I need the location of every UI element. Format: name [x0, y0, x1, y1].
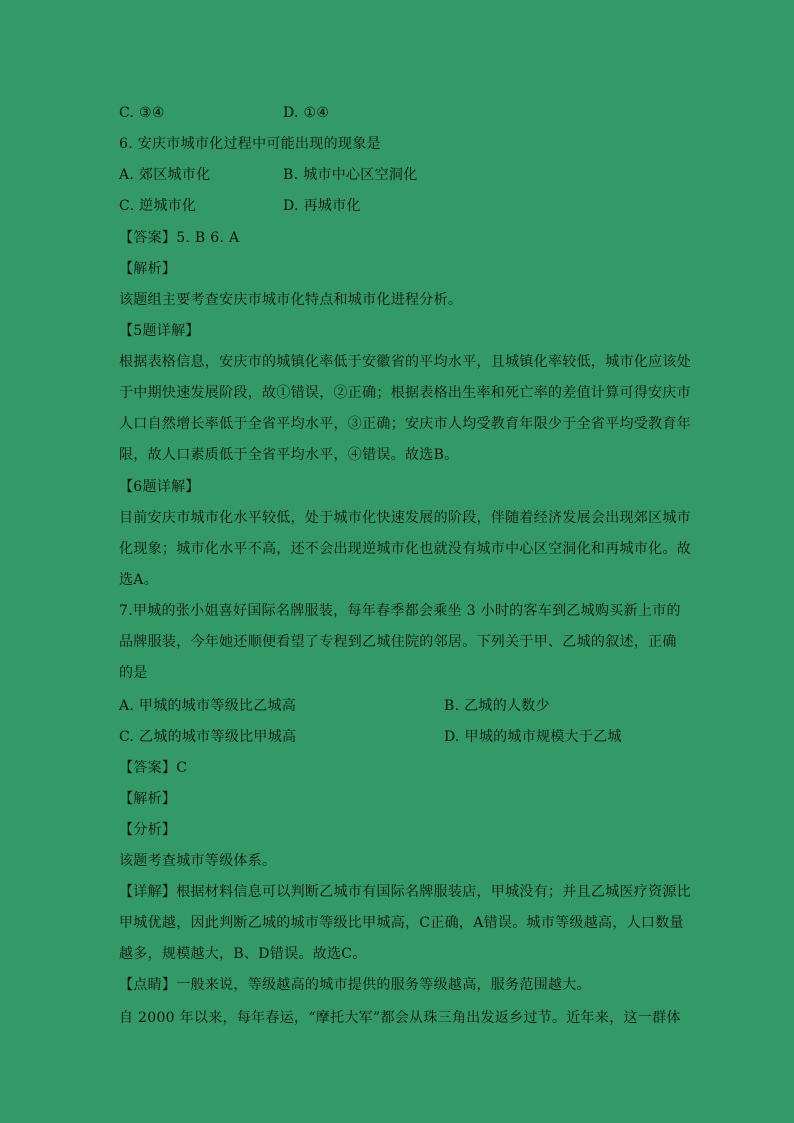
q7-stem-line: 品牌服装，今年她还顺便看望了专程到乙城住院的邻居。下列关于甲、乙城的叙述，正确	[119, 634, 677, 650]
q6-option-c: C. 逆城市化	[119, 198, 197, 214]
detail-7-line: 越多，规模越大，B、D错误。故选C。	[119, 946, 367, 962]
fenxi-label: 【分析】	[119, 822, 177, 838]
next-passage-line: 自 2000 年以来，每年春运，“摩托大军”都会从珠三角出发返乡过节。近年来，这一群体	[119, 1010, 681, 1026]
detail-5-line: 限，故人口素质低于全省平均水平，④错误。故选B。	[119, 447, 459, 463]
q7-stem-line: 7.甲城的张小姐喜好国际名牌服装，每年春季都会乘坐 3 小时的客车到乙城购买新上市的	[119, 603, 681, 619]
detail-5-line: 根据表格信息，安庆市的城镇化率低于安徽省的平均水平，且城镇化率较低，城市化应该处	[119, 354, 691, 370]
detail-6-label: 【6题详解】	[119, 479, 200, 495]
detail-5-line: 人口自然增长率低于全省平均水平，③正确；安庆市人均受教育年限少于全省平均受教育年	[119, 416, 691, 432]
answer-7: 【答案】C	[119, 760, 188, 776]
detail-5-label: 【5题详解】	[119, 323, 200, 339]
q6-option-b: B. 城市中心区空洞化	[283, 167, 418, 183]
analysis-label: 【解析】	[119, 261, 177, 277]
detail-5-line: 于中期快速发展阶段，故①错误，②正确；根据表格出生率和死亡率的差值计算可得安庆市	[119, 385, 691, 401]
q5-option-c: C. ③④	[119, 105, 165, 121]
detail-6-line: 目前安庆市城市化水平较低，处于城市化快速发展的阶段，伴随着经济发展会出现郊区城市	[119, 510, 691, 526]
q5-option-d: D. ①④	[283, 105, 330, 121]
q6-option-a: A. 郊区城市化	[119, 167, 211, 183]
q7-option-b: B. 乙城的人数少	[444, 698, 550, 714]
fenxi-text: 该题考查城市等级体系。	[119, 853, 277, 869]
q7-stem-line: 的是	[119, 665, 148, 681]
analysis-text: 该题组主要考查安庆市城市化特点和城市化进程分析。	[119, 292, 463, 308]
q6-stem: 6. 安庆市城市化过程中可能出现的现象是	[119, 136, 381, 152]
analysis-label: 【解析】	[119, 791, 177, 807]
answer-5-6: 【答案】5. B 6. A	[119, 230, 240, 246]
q7-option-a: A. 甲城的城市等级比乙城高	[119, 698, 297, 714]
detail-7-line: 【详解】根据材料信息可以判断乙城市有国际名牌服装店，甲城没有；并且乙城医疗资源比	[119, 884, 691, 900]
q7-option-d: D. 甲城的城市规模大于乙城	[444, 729, 622, 745]
q7-option-c: C. 乙城的城市等级比甲城高	[119, 729, 297, 745]
q6-option-d: D. 再城市化	[283, 198, 361, 214]
detail-7-line: 甲城优越，因此判断乙城的城市等级比甲城高，C正确，A错误。城市等级越高，人口数量	[119, 915, 684, 931]
dianjing-note: 【点睛】一般来说，等级越高的城市提供的服务等级越高，服务范围越大。	[119, 977, 591, 993]
detail-6-line: 化现象；城市化水平不高，还不会出现逆城市化也就没有城市中心区空洞化和再城市化。故	[119, 541, 691, 557]
detail-6-line: 选A。	[119, 572, 159, 588]
